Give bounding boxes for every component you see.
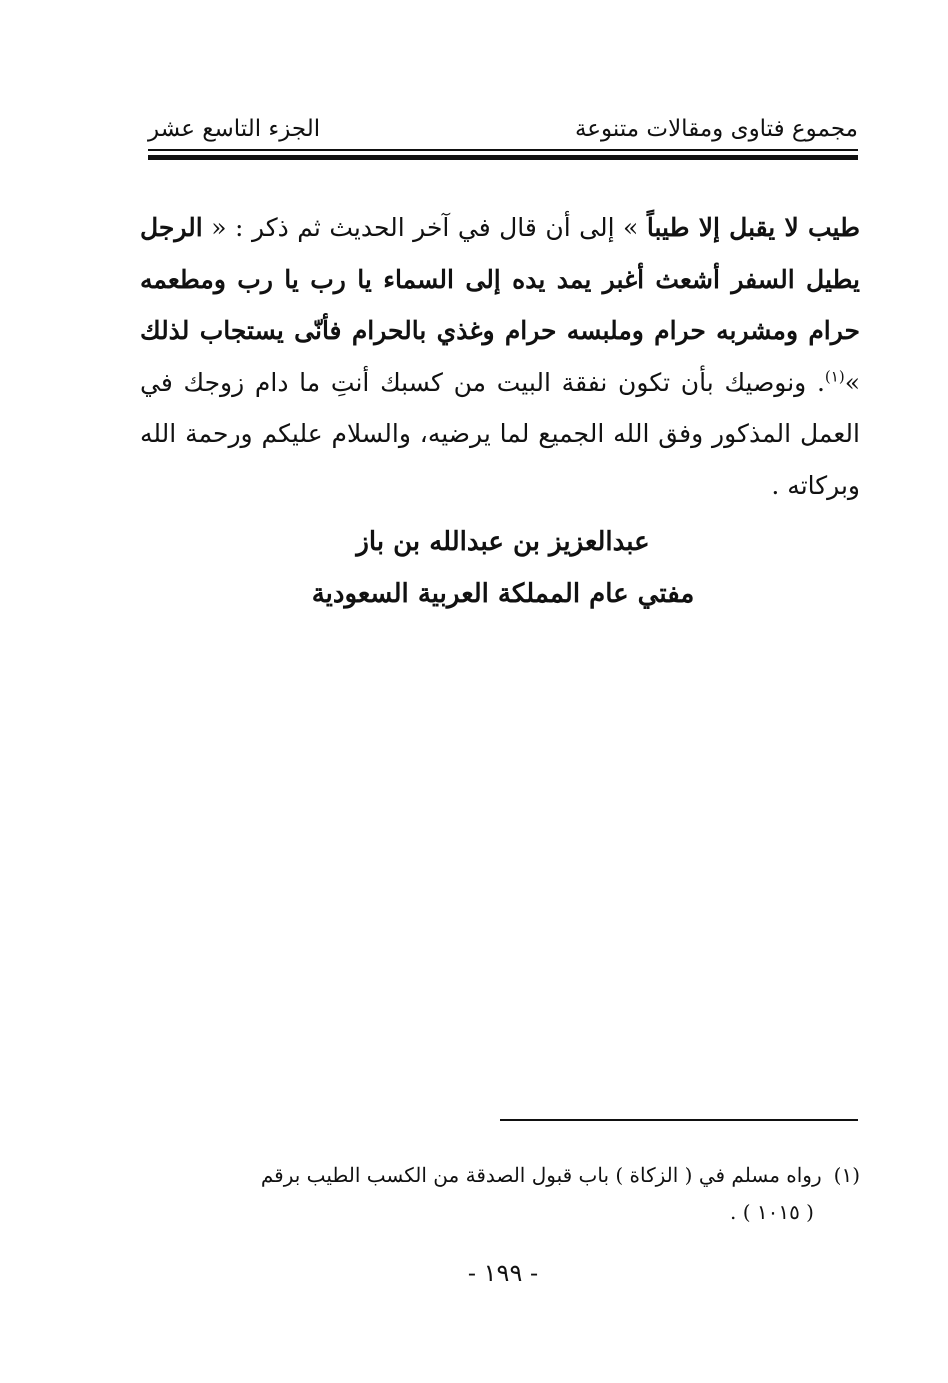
body-text-segment: » إلى أن قال في آخر الحديث ثم ذكر : « [202,213,647,242]
signature-title: مفتي عام المملكة العربية السعودية [311,579,695,609]
footnote-text: رواه مسلم في ( الزكاة ) باب قبول الصدقة من الكسب الطيب برقم [260,1163,822,1187]
footnote-continuation: ( ١٠١٥ ) . [729,1200,814,1224]
page-header [148,112,858,152]
body-continuation: . ونوصيك بأن تكون نفقة البيت من كسبك أنتِ ما دام زوجك في العمل المذكور وفق الله الجميع لما يرضيه، والسلام عليكم ورحمة الله وبركاته . [140,367,860,500]
header-rule-thick [148,155,858,160]
signature-name: عبدالعزيز بن عبدالله بن باز [356,527,650,557]
bold-opening-phrase: طيب لا يقبل إلا طيباً [646,213,860,242]
signature-block [148,516,858,620]
footnote-number: (١) [833,1163,860,1187]
hadith-quote: الرجل يطيل السفر أشعث أغبر يمد يده إلى السماء يا رب يا رب ومطعمه حرام ومشربه حرام وملبسه حرام وغذي بالحرام فأنّى يستجاب لذلك [140,213,860,345]
footnote [140,1157,860,1231]
footnote-divider [500,1119,858,1121]
closing-quote: » [844,367,860,397]
body-paragraph [140,202,860,511]
part-label: الجزء التاسع عشر [148,116,321,142]
header-rule-thin [148,149,858,151]
book-title: مجموع فتاوى ومقالات متنوعة [574,116,858,142]
page-number: - ١٩٩ - [467,1259,539,1287]
footnote-marker[interactable]: (١) [824,367,845,386]
